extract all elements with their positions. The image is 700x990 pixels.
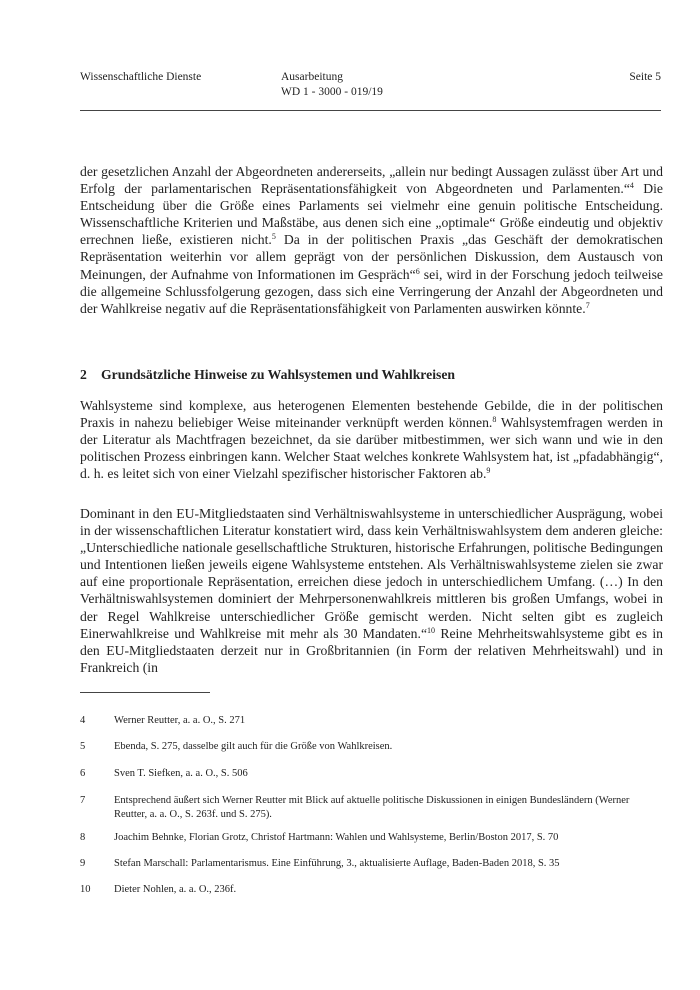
footnote-number: 7 [80, 795, 86, 806]
footnote-reference[interactable]: 9 [486, 466, 491, 476]
footnote-number: 4 [80, 715, 86, 726]
paragraph-text: Da in der politischen Praxis „das Geschäft der demokratischen Repräsentation weiterhin vor allem geprägt von der persönlichen Diskussion, dem Austausch von Meinungen, der Aufnahme von Informationen im Gespräch“ [80, 232, 663, 282]
header-divider [80, 110, 661, 111]
footnote [80, 740, 665, 754]
footnote-separator [80, 692, 210, 693]
footnote-reference[interactable]: 7 [585, 300, 590, 310]
page-header [80, 70, 661, 106]
section-title: Grundsätzliche Hinweise zu Wahlsystemen und Wahlkreisen [101, 367, 456, 382]
paragraph-eu-mitgliedstaaten [80, 505, 663, 676]
footnote-text: Sven T. Siefken, a. a. O., S. 506 [114, 768, 248, 779]
footnote-number: 6 [80, 768, 86, 779]
footnote-number: 5 [80, 741, 86, 752]
paragraph-text: sei, wird in der Forschung jedoch teilweise die allgemeine Schlussfolgerung gezogen, dass sich eine Verringerung der Anzahl der Abgeordneten und der Wahlkreise negativ auf die Repräsentationsfähigkeit von Parlamenten auswirken könnte. [80, 266, 664, 316]
footnote [80, 767, 665, 781]
footnote-number: 10 [80, 884, 91, 895]
footnote-text: Entsprechend äußert sich Werner Reutter mit Blick auf aktuelle politische Diskussionen in einigen Bundesländern (Werner Reutter, a. a. O., S. 263f. und S. 275). [114, 795, 630, 820]
header-document-info [281, 70, 383, 100]
paragraph-text: Dominant in den EU-Mitgliedstaaten sind Verhältniswahlsysteme in unterschiedlicher Ausprägung, wobei in der wissenschaftlichen Literatur konstatiert wird, dass kein Verhältniswahlsystem dem anderen gleiche: „Unterschiedliche nationale gesellschaftliche Strukturen, historische Erfahrungen, politische Bedingungen und Intentionen ließen jeweils eigene Wahlsysteme entstehen. Als Verhältniswahlsysteme zielen sie zwar auf eine proportionale Repräsentation, erreichen diese jedoch in unterschiedlichem Umfang. (…) In den Verhältniswahlsystemen dominiert der Mehrpersonenwahlkreis mittleren bis großen Umfangs, wobei in der Regel Wahlkreise unterschiedlicher Größe gemischt werden. Nicht selten gibt es zugleich Einerwahlkreise und Wahlkreise mit mehr als 30 Mandaten.“ [80, 506, 663, 641]
header-doc-type: Ausarbeitung [281, 71, 343, 83]
header-institution: Wissenschaftliche Dienste [80, 71, 202, 83]
paragraph-continuation [80, 163, 663, 317]
header-doc-number: WD 1 - 3000 - 019/19 [281, 86, 383, 98]
paragraph-text: Die Entscheidung über die Größe eines Parlaments sei vielmehr eine genuin politische Entscheidung. Wissenschaftliche Kriterien und Maßstäbe, aus denen sich eine „optimale“ Größe eindeutig und objektiv errechnen ließe, existieren nicht. [80, 181, 663, 248]
footnote [80, 831, 665, 845]
footnote [80, 857, 665, 871]
paragraph-wahlsysteme [80, 397, 663, 482]
footnote-number: 9 [80, 858, 86, 869]
footnote-reference[interactable]: 10 [427, 625, 436, 635]
footnote-text: Dieter Nohlen, a. a. O., 236f. [114, 884, 237, 895]
footnote-text: Joachim Behnke, Florian Grotz, Christof Hartmann: Wahlen und Wahlsysteme, Berlin/Boston 2017, S. 70 [114, 832, 559, 843]
header-page-number: Seite 5 [629, 71, 661, 83]
section-number: 2 [80, 367, 87, 382]
paragraph-text: der gesetzlichen Anzahl der Abgeordneten andererseits, „allein nur bedingt Aussagen zulässt über Art und Erfolg der parlamentarischen Repräsentationsfähigkeit von Abgeordneten und Parlamenten.“ [80, 164, 663, 197]
footnote-reference[interactable]: 4 [629, 181, 634, 191]
footnote-text: Werner Reutter, a. a. O., S. 271 [114, 715, 246, 726]
paragraph-text: Wahlsysteme sind komplexe, aus heterogenen Elementen bestehende Gebilde, die in der politischen Praxis in nahezu beliebiger Weise miteinander verknüpft werden können. [80, 398, 663, 431]
footnote-reference[interactable]: 8 [492, 415, 497, 425]
footnote-number: 8 [80, 832, 86, 843]
footnote [80, 883, 665, 897]
paragraph-text: Wahlsystemfragen werden in der Literatur als Machtfragen bezeichnet, da sie darüber mitbestimmen, wer sich wann und wie in den politischen Prozess einbringen kann. Welcher Staat welches konkrete Wahlsystem hat, ist „pfadabhängig“, d. h. es leitet sich von einer Vielzahl spezifischer historischer Faktoren ab. [80, 415, 664, 482]
footnote [80, 714, 665, 728]
footnote-reference[interactable]: 5 [271, 232, 276, 242]
section-heading [80, 366, 455, 383]
paragraph-text: Reine Mehrheitswahlsysteme gibt es in den EU-Mitgliedstaaten derzeit nur in Großbritannien (in Form der relativen Mehrheitswahl) und in Frankreich (in [80, 625, 663, 675]
footnote-text: Stefan Marschall: Parlamentarismus. Eine Einführung, 3., aktualisierte Auflage, Baden-Baden 2018, S. 35 [114, 858, 560, 869]
footnote [80, 794, 665, 822]
footnote-text: Ebenda, S. 275, dasselbe gilt auch für die Größe von Wahlkreisen. [114, 741, 393, 752]
footnote-reference[interactable]: 6 [415, 266, 420, 276]
